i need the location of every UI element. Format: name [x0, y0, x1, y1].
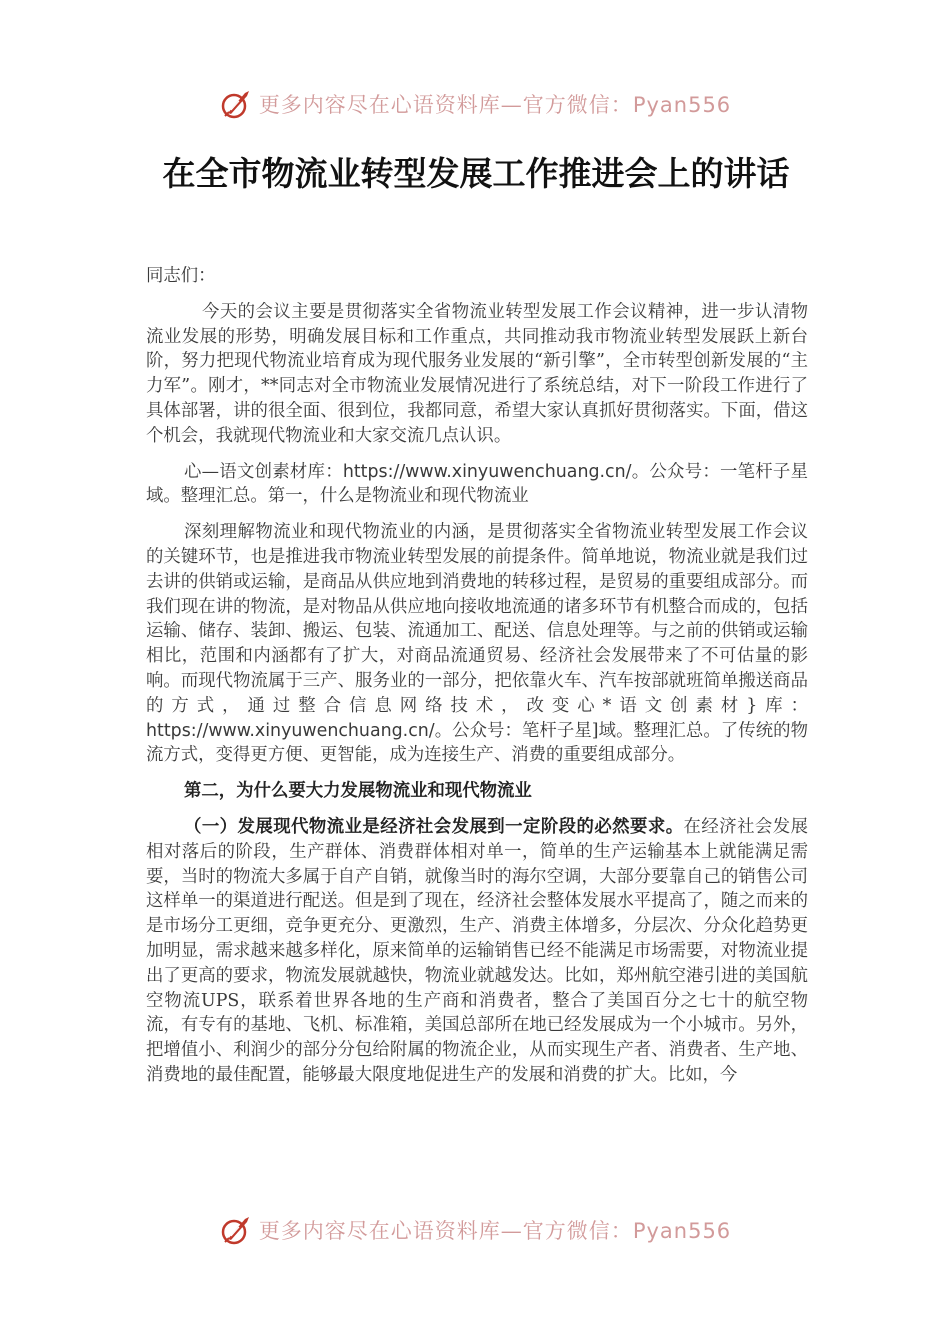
- salutation: 同志们：: [146, 266, 216, 286]
- source-link[interactable]: https://www.xinyuwenchuang.cn/: [342, 461, 632, 482]
- banner-text: [259, 89, 731, 119]
- source-prefix: 心—语文创素材库：: [184, 461, 343, 482]
- paragraph-source-note: [146, 460, 808, 510]
- definition-text-a: 深刻理解物流业和现代物流业的内涵，是贯彻落实全省物流业转型发展工作会议的关键环节，也是推进我市物流业转型发展的前提条件。简单地说，物流业就是我们过去讲的供销或运输，是商品从供应地到消费地的转移过程，是贸易的重要组成部分。而我们现在讲的物流，是对物品从供应地向接收地流通的诸多环节有机整合而成的，包括运输、储存、装卸、搬运、包装、流通加工、配送、信息处理等。与之前的供销或运输相比，范围和内涵都有了扩大，对商品流通贸易、经济社会发展带来了不可估量的影响。而现代物流属于三产、服务业的一部分，把依靠火车、汽车按部就班简单搬送商品的方式，通过整合信息网络技术，改变心*语文创素材}库：: [146, 522, 808, 716]
- source-suffix: 。公众号：一笔杆子星域。整理汇总。第一，什么是物流业和现代物流业: [146, 461, 808, 507]
- banner-wechat-id: Pyan556: [632, 1219, 732, 1243]
- banner-wechat-id: Pyan556: [632, 93, 732, 117]
- banner-label: 更多内容尽在心语资料库—官方微信：: [258, 93, 633, 117]
- definition-link[interactable]: https://www.xinyuwenchuang.cn/: [146, 720, 435, 741]
- header-banner: [0, 84, 950, 124]
- quill-logo-icon: [219, 1213, 253, 1247]
- banner-text: [259, 1215, 731, 1245]
- document-body: [146, 264, 808, 1099]
- banner-label: 更多内容尽在心语资料库—官方微信：: [258, 1219, 633, 1243]
- quill-logo-icon: [219, 87, 253, 121]
- paragraph-necessity: [146, 815, 808, 1088]
- paragraph-intro: 今天的会议主要是贯彻落实全省物流业转型发展工作会议精神，进一步认清物流业发展的形势，明确发展目标和工作重点，共同推动我市物流业转型发展跃上新台阶，努力把现代物流业培育成为现代服务业发展的“新引擎”，全市转型创新发展的“主力军”。刚才，**同志对全市物流业发展情况进行了系统总结，对下一阶段工作进行了具体部署，讲的很全面、很到位，我都同意，希望大家认真抓好贯彻落实。下面，借这个机会，我就现代物流业和大家交流几点认识。: [146, 301, 808, 446]
- section-heading-2: 第二，为什么要大力发展物流业和现代物流业: [184, 781, 532, 802]
- necessity-lead: （一）发展现代物流业是经济社会发展到一定阶段的必然要求。: [184, 816, 684, 837]
- footer-banner: [0, 1210, 950, 1250]
- necessity-text: 在经济社会发展相对落后的阶段，生产群体、消费群体相对单一，简单的生产运输基本上就能满足需要，当时的物流大多属于自产自销，就像当时的海尔空调，大部分要靠自己的销售公司这样单一的渠道进行配送。但是到了现在，经济社会整体发展水平提高了，随之而来的是市场分工更细，竞争更充分、更激烈，生产、消费主体增多，分层次、分众化趋势更加明显，需求越来越多样化，原来简单的运输销售已经不能满足市场需要，对物流业提出了更高的要求，物流发展就越快，物流业就越发达。比如，郑州航空港引进的美国航空物流UPS，联系着世界各地的生产商和消费者，整合了美国百分之七十的航空物流，有专有的基地、飞机、标准箱，美国总部所在地已经发展成为一个小城市。另外，把增值小、利润少的部分分包给附属的物流企业，从而实现生产者、消费者、生产地、消费地的最佳配置，能够最大限度地促进生产的发展和消费的扩大。比如，今: [146, 816, 808, 1085]
- document-title: 在全市物流业转型发展工作推进会上的讲话: [162, 154, 790, 193]
- definition-text-b: 。公众号：笔杆子星]域。整理汇总。了传统的物流方式，变得更方便、更智能，成为连接生产、消费的重要组成部分。: [146, 720, 808, 766]
- paragraph-definition: [146, 520, 808, 768]
